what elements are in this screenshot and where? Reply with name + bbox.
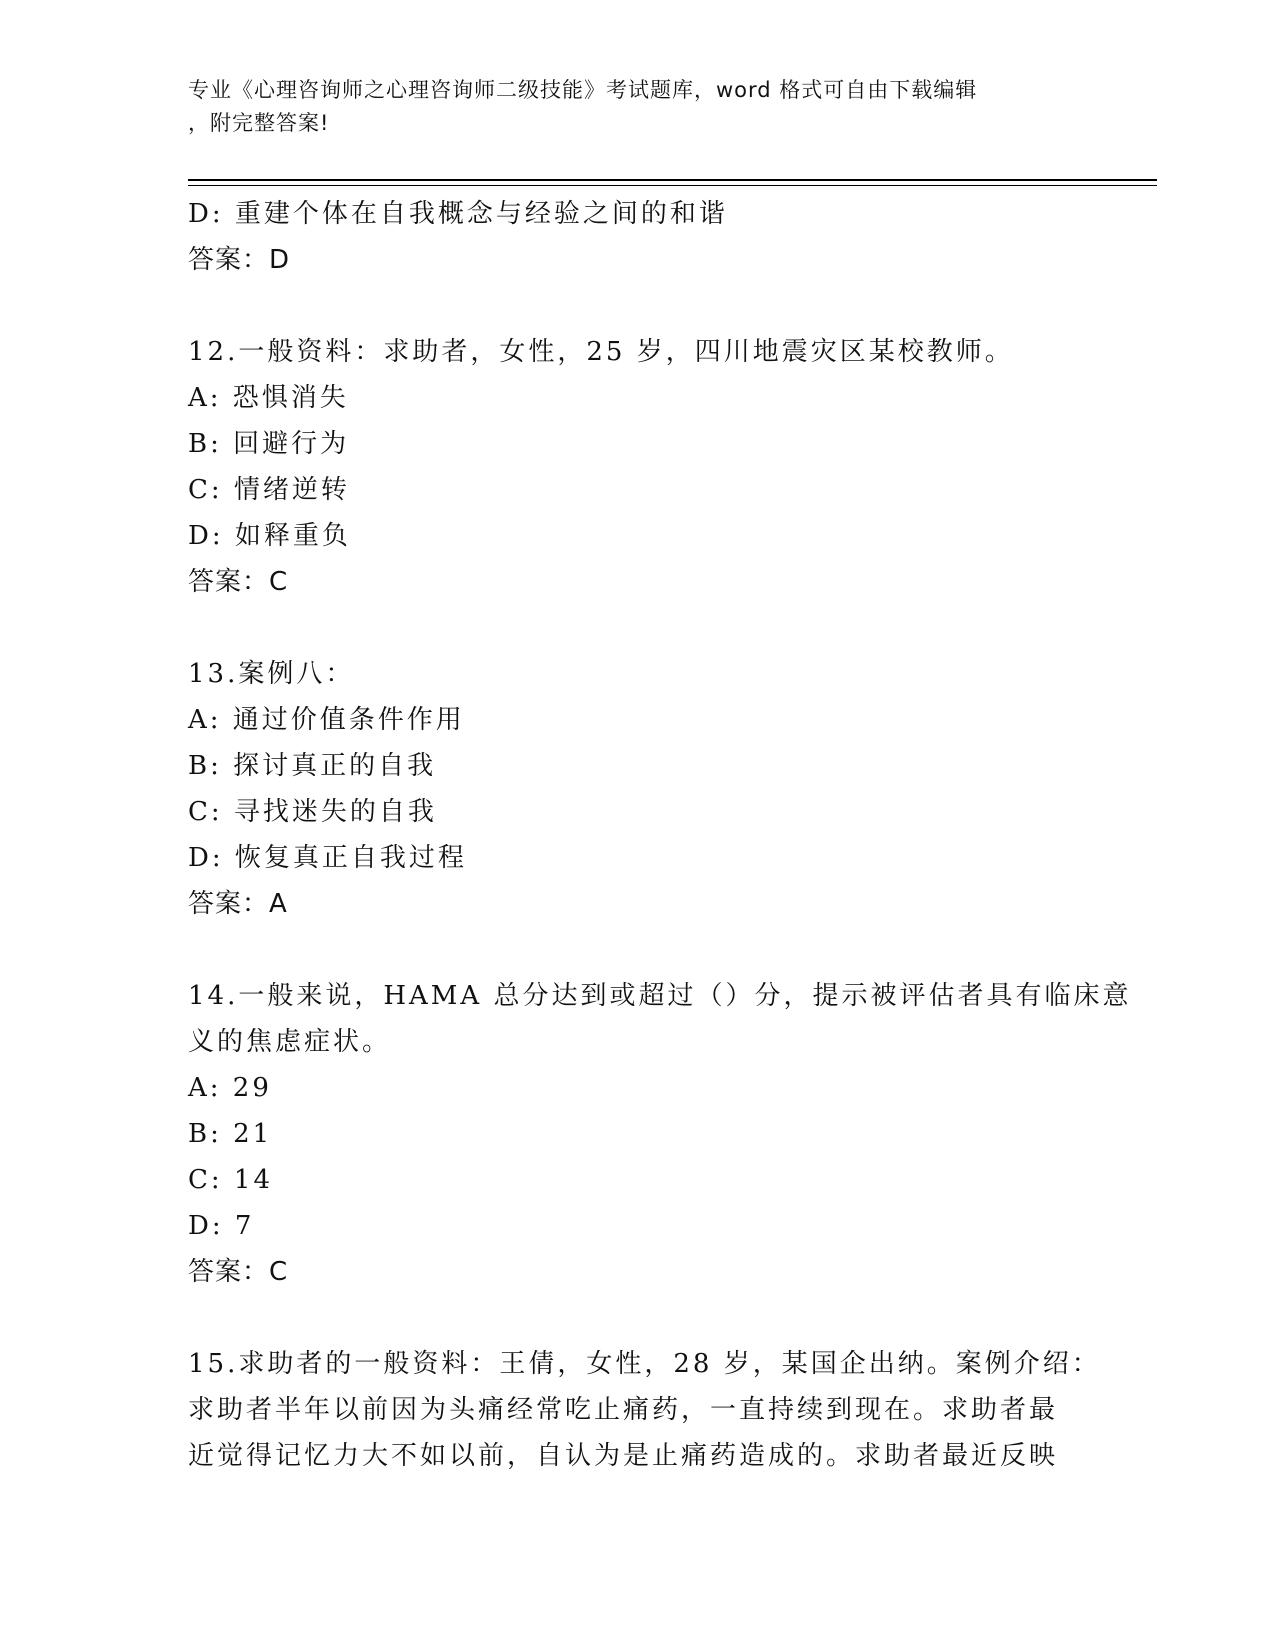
question-13-option-d: D: 恢复真正自我过程 (188, 843, 467, 873)
spacer (188, 927, 1088, 973)
question-13-stem: 13.案例八： (188, 659, 355, 689)
document-header (188, 74, 1068, 140)
question-14-option-a: A: 29 (188, 1073, 272, 1103)
spacer (188, 1295, 1088, 1341)
question-13-option-a: A: 通过价值条件作用 (188, 705, 465, 735)
header-divider-thick (188, 179, 1157, 181)
question-12-option-b: B: 回避行为 (188, 429, 350, 459)
header-title-line-2: ，附完整答案! (188, 111, 330, 135)
question-13-option-c: C: 寻找迷失的自我 (188, 797, 437, 827)
question-15-stem-line-2: 求助者半年以前因为头痛经常吃止痛药，一直持续到现在。求助者最 (188, 1395, 1059, 1425)
question-14-stem-line-1: 14.一般来说，HAMA 总分达到或超过（）分，提示被评估者具有临床意 (188, 981, 1132, 1011)
header-divider-thin (188, 185, 1157, 186)
question-13-answer: 答案：A (188, 889, 288, 919)
question-14-answer: 答案：C (188, 1257, 289, 1287)
question-15-stem-line-1: 15.求助者的一般资料：王倩，女性，28 岁，某国企出纳。案例介绍： (188, 1349, 1101, 1379)
prev-question-answer: 答案：D (188, 245, 291, 275)
question-12-option-a: A: 恐惧消失 (188, 383, 349, 413)
question-13-option-b: B: 探讨真正的自我 (188, 751, 437, 781)
question-14-option-b: B: 21 (188, 1119, 273, 1149)
header-title-line-1: 专业《心理咨询师之心理咨询师二级技能》考试题库，word 格式可自由下载编辑 (188, 78, 978, 102)
question-12-answer: 答案：C (188, 567, 289, 597)
question-14 (188, 973, 1132, 1295)
question-12-option-d: D: 如释重负 (188, 521, 351, 551)
spacer (188, 283, 1088, 329)
spacer (188, 605, 1088, 651)
question-12 (188, 329, 1088, 605)
question-14-option-d: D: 7 (188, 1211, 255, 1241)
question-12-stem: 12.一般资料：求助者，女性，25 岁，四川地震灾区某校教师。 (188, 337, 1014, 367)
question-14-option-c: C: 14 (188, 1165, 274, 1195)
question-15-stem-line-3: 近觉得记忆力大不如以前，自认为是止痛药造成的。求助者最近反映 (188, 1441, 1059, 1471)
question-list (188, 191, 1132, 1479)
question-12-option-c: C: 情绪逆转 (188, 475, 350, 505)
question-15 (188, 1341, 1101, 1479)
question-13 (188, 651, 1088, 927)
prev-question-option-d: D: 重建个体在自我概念与经验之间的和谐 (188, 199, 728, 229)
question-14-stem-line-2: 义的焦虑症状。 (188, 1027, 392, 1057)
